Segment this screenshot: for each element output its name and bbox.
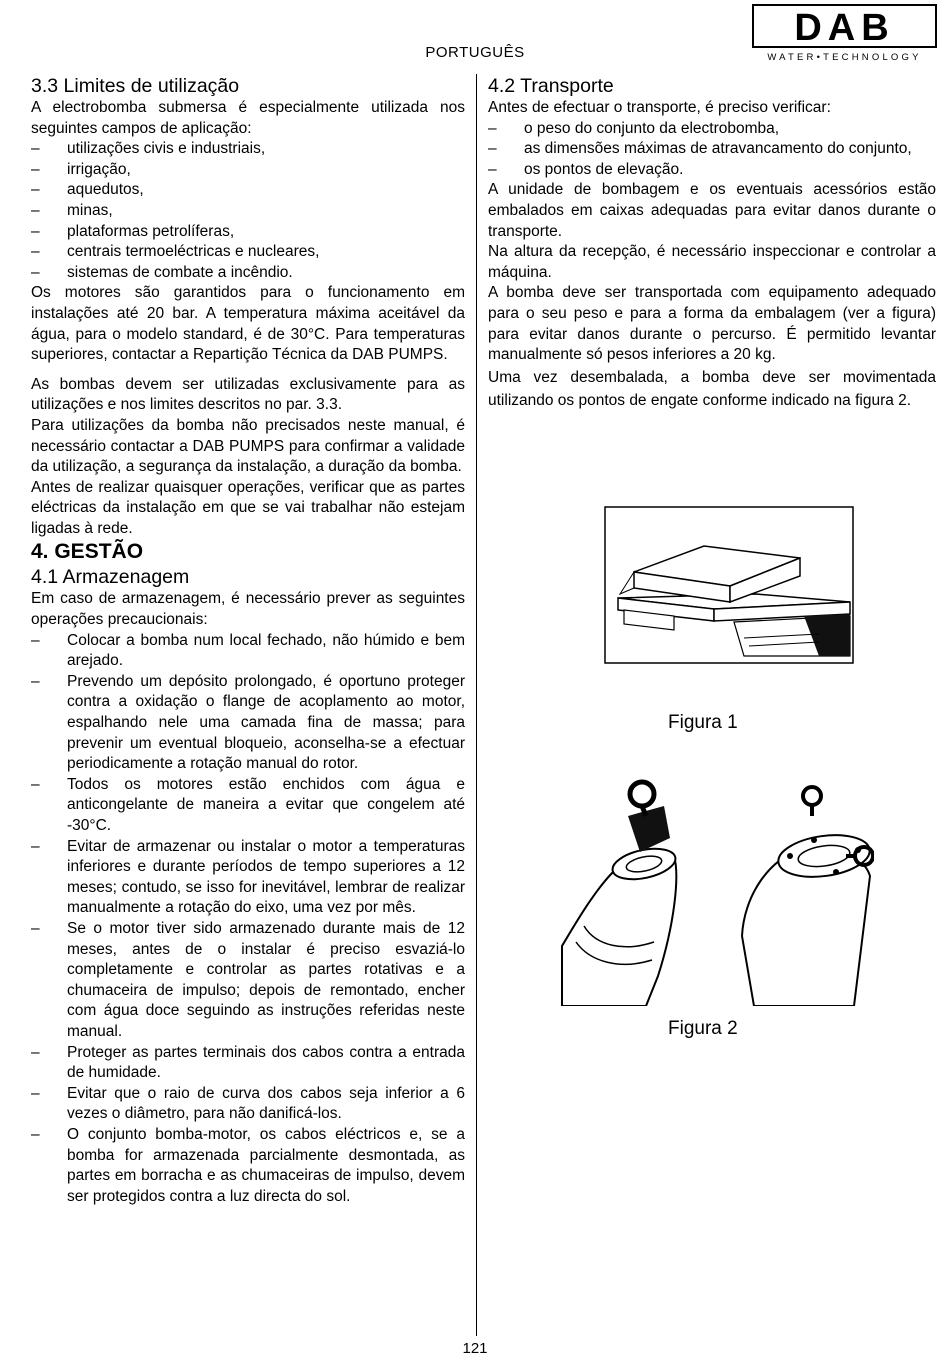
list-item: – aquedutos, [31, 180, 465, 201]
section-4-2-title: 4.2 Transporte [488, 75, 614, 97]
list-item: – as dimensões máximas de atravancamento do conjunto, [488, 139, 936, 160]
list-item: – minas, [31, 201, 465, 222]
section-4-1-title: 4.1 Armazenagem [31, 566, 190, 589]
list-item: – Evitar que o raio de curva dos cabos seja inferior a 6 vezes o diâmetro, para não danificá-los. [31, 1084, 465, 1125]
figure-2-lifting-points-illustration [554, 776, 874, 1006]
paragraph: A unidade de bombagem e os eventuais acessórios estão embalados em caixas adequadas para evitar danos durante o transporte. [488, 181, 936, 240]
figure-2-caption: Figura 2 [668, 1018, 738, 1039]
page-number: 121 [462, 1340, 488, 1357]
column-divider [476, 74, 477, 1336]
figure-1-caption: Figura 1 [668, 712, 738, 733]
right-column [488, 74, 936, 413]
paragraph: Para utilizações da bomba não precisados neste manual, é necessário contactar a DAB PUMPS para confirmar a validade da utilização, a segurança da instalação, a duração da bomba. [31, 416, 465, 476]
dab-logo [752, 4, 937, 62]
list-item: – o peso do conjunto da electrobomba, [488, 119, 936, 140]
language-label: PORTUGUÊS [425, 44, 525, 61]
figure-1-crate-pallet-illustration [604, 506, 854, 664]
paragraph: Na altura da recepção, é necessário inspeccionar e controlar a máquina. [488, 243, 936, 281]
paragraph: As bombas devem ser utilizadas exclusivamente para as utilizações e nos limites descritos no par. 3.3. [31, 375, 465, 414]
list-item: – Todos os motores estão enchidos com água e anticongelante de maneira a evitar que congelem até -30°C. [31, 775, 465, 837]
paragraph: Uma vez desembalada, a bomba deve ser movimentada utilizando os pontos de engate conforme indicado na figura 2. [488, 368, 936, 410]
list-item: – plataformas petrolíferas, [31, 222, 465, 243]
list-item: – centrais termoeléctricas e nucleares, [31, 242, 465, 263]
list-item: – irrigação, [31, 160, 465, 181]
paragraph: Antes de realizar quaisquer operações, verificar que as partes eléctricas da instalação em que se vai trabalhar não estejam ligadas à rede. [31, 478, 465, 537]
list-item: – os pontos de elevação. [488, 160, 936, 181]
section-3-3-intro: A electrobomba submersa é especialmente utilizada nos seguintes campos de aplicação: [31, 99, 465, 137]
section-4-1-intro: Em caso de armazenagem, é necessário prever as seguintes operações precaucionais: [31, 590, 465, 629]
list-item: – O conjunto bomba-motor, os cabos eléctricos e, se a bomba for armazenada parcialmente desmontada, as partes em borracha e as chumaceiras de impulso, devem ser protegidos contra a luz directa do sol. [31, 1125, 465, 1207]
list-item: – Evitar de armazenar ou instalar o motor a temperaturas inferiores e durante períodos de tempo superiores a 12 meses; contudo, se isso for inevitável, lembrar de realizar manualmente a rotação do eixo, uma vez por mês. [31, 837, 465, 919]
list-item: – Prevendo um depósito prolongado, é oportuno proteger contra a oxidação o flange de acoplamento ao motor, espalhando nele uma camada fina de massa; para prevenir um eventual bloqueio, aconselha-se a efectuar periodicamente a rotação manual do rotor. [31, 672, 465, 775]
left-column [31, 74, 465, 1207]
paragraph: A bomba deve ser transportada com equipamento adequado para o seu peso e para a forma da embalagem (ver a figura) para evitar danos durante o percurso. É permitido levantar manualmente só pesos inferiores a 20 kg. [488, 284, 936, 364]
transport-check-list [488, 119, 936, 181]
list-item: – Proteger as partes terminais dos cabos contra a entrada de humidade. [31, 1043, 465, 1084]
section-4-title: 4. GESTÃO [31, 540, 144, 564]
list-item: – utilizações civis e industriais, [31, 139, 465, 160]
logo-brand: DAB [794, 7, 895, 49]
logo-tagline: WATER•TECHNOLOGY [767, 52, 922, 62]
section-3-3-title: 3.3 Limites de utilização [31, 75, 240, 97]
list-item: – Se o motor tiver sido armazenado durante mais de 12 meses, antes de o instalar é preciso esvaziá-lo completamente e controlar as partes rotativas e a chumaceira de impulso; depois de remontado, encher com água doce seguindo as instruções referidas neste manual. [31, 919, 465, 1043]
list-item: – Colocar a bomba num local fechado, não húmido e bem arejado. [31, 631, 465, 672]
storage-list [31, 631, 465, 1208]
applications-list [31, 139, 465, 283]
paragraph: Os motores são garantidos para o funcionamento em instalações até 20 bar. A temperatura máxima aceitável da água, para o modelo standard, é de 30°C. Para temperaturas superiores, contactar a Repartição Técnica da DAB PUMPS. [31, 284, 465, 364]
list-item: – sistemas de combate a incêndio. [31, 263, 465, 284]
section-4-2-intro: Antes de efectuar o transporte, é preciso verificar: [488, 99, 831, 116]
